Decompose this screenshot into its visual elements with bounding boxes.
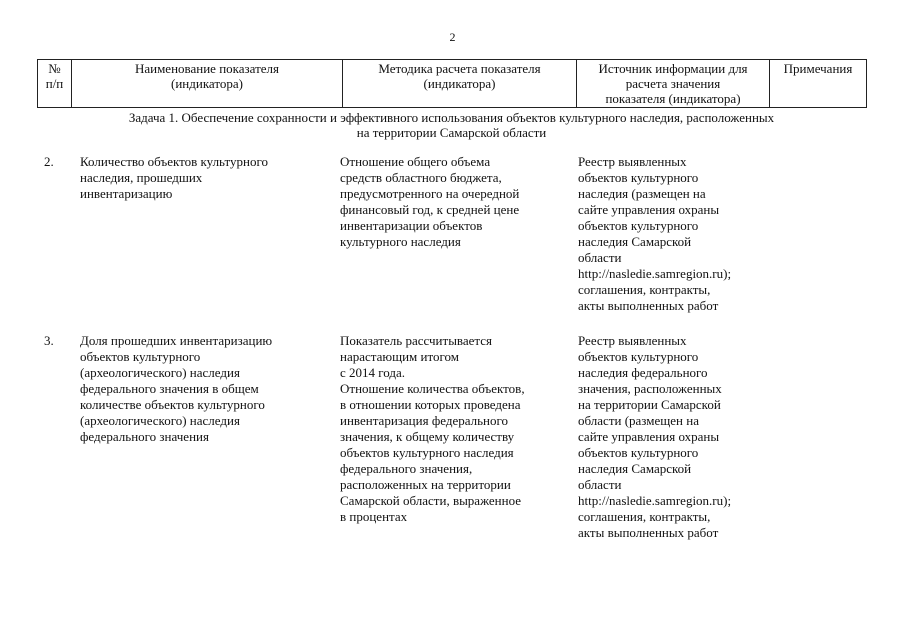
indicator-method: Показатель рассчитывается нарастающим итогом с 2014 года. Отношение количества объектов, в отношении которых проведена инвентаризация федерального значения, к общему количеству объектов культурного наследия федерального значения, расположенных на территории Самарской области, выраженное в процентах (340, 333, 525, 524)
indicator-name: Количество объектов культурного наследия, прошедших инвентаризацию (80, 154, 268, 201)
indicator-name: Доля прошедших инвентаризацию объектов культурного (археологического) наследия федерального значения в общем количестве объектов культурного (археологического) наследия федерального значения (80, 333, 273, 444)
header-row (38, 60, 867, 108)
row-number: 3. (44, 333, 54, 348)
header-notes: Примечания (770, 60, 867, 108)
indicator-source: Реестр выявленных объектов культурного наследия федерального значения, расположенных на территории Самарской области (размещен на сайте управления охраны объектов культурного наследия Самарской области http://nasledie.samregion.ru); соглашения, контракты, акты выполненных работ (578, 333, 732, 540)
page-number: 2 (449, 30, 456, 44)
indicator-source: Реестр выявленных объектов культурного наследия (размещен на сайте управления охраны объектов культурного наследия Самарской области http://nasledie.samregion.ru); соглашения, контракты, акты выполненных работ (578, 154, 732, 313)
header-num: № п/п (38, 60, 72, 108)
row-number: 2. (44, 154, 54, 169)
header-source: Источник информации для расчета значения показателя (индикатора) (577, 60, 770, 108)
indicator-table-header (37, 59, 867, 108)
header-name: Наименование показателя (индикатора) (72, 60, 343, 108)
header-method: Методика расчета показателя (индикатора) (343, 60, 577, 108)
indicator-method: Отношение общего объема средств областного бюджета, предусмотренного на очередной финансовый год, к средней цене инвентаризации объектов культурного наследия (340, 154, 520, 249)
task-heading: Задача 1. Обеспечение сохранности и эффективного использования объектов культурного наследия, расположенных на территории Самарской области (128, 110, 775, 140)
